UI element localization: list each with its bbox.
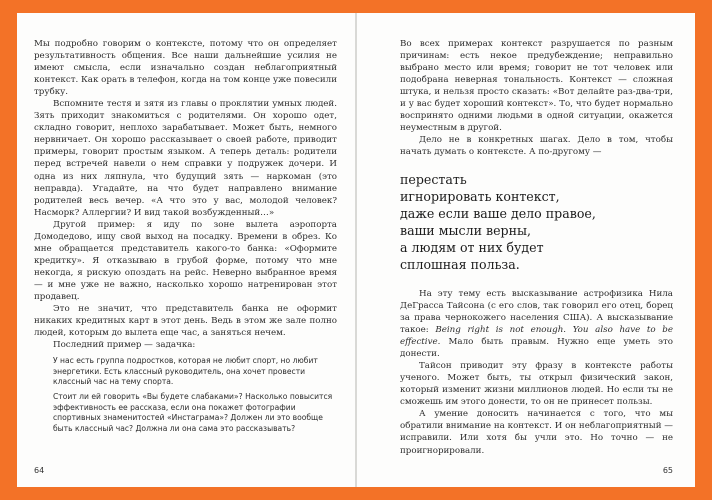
quote-line: игнорировать контекст, bbox=[400, 189, 560, 205]
paragraph: Последний пример — задачка: bbox=[53, 340, 196, 351]
left-page-text bbox=[34, 38, 337, 434]
quote-line: сплошная польза. bbox=[400, 257, 520, 272]
paragraph: Это не значит, что представитель банка не оформит никаких кредитных карт в этот день. Ведь в этом же зале полно людей, которым до вылета еще час, а заняться нечем. bbox=[34, 304, 337, 339]
paragraph: Мы подробно говорим о контексте, потому что он определяет результативность общения. Все наши дальнейшие усилия не имеют смысла, если изначально создан неблагоприятный контекст. Как орать в телефон, когда на том конце уже повесили трубку. bbox=[34, 39, 337, 98]
paragraph-text: На эту тему есть высказывание астрофизика Нила ДеГрасса Тайсона (с его слов, так говорил его отец, борец за права чернокожего населения США). А высказывание такое: bbox=[400, 288, 673, 336]
task-paragraph: Стоит ли ей говорить «Вы будете слабаками»? Насколько повысится эффективность ее рассказа, если она покажет фотографии спортивных знаменитостей «Инстаграма»? Должен ли это вообще быть классный час? Должна ли она сама это рассказывать? bbox=[53, 392, 333, 433]
paragraph: Во всех примерах контекст разрушается по разным причинам: есть некое предубеждение; неправильно выбрано место или время; говорит не тот человек или подобрана неверная тональность. Контекст — сложная штука, и нельзя просто сказать: «Вот делайте раз-два-три, и у вас будет хороший контекст». То, что будет нормально воспринято одними людьми в одной ситуации, окажется неуместным в другой. bbox=[400, 39, 673, 134]
right-page-text bbox=[400, 38, 673, 457]
right-page bbox=[357, 13, 695, 487]
paragraph-text: Мало быть правым. Нужно еще уметь это донести. bbox=[400, 337, 673, 360]
page-number: 64 bbox=[34, 466, 45, 475]
paragraph: Тайсон приводит эту фразу в контексте работы ученого. Может быть, ты открыл физический закон, который изменит жизни миллионов людей. Но если ты не сможешь им этого донести, то он не принесет пользы. bbox=[400, 361, 673, 408]
paragraph: Дело не в конкретных шагах. Дело в том, чтобы начать думать о контексте. А по-другому — bbox=[400, 135, 673, 158]
quote-line: ваши мысли верны, bbox=[400, 223, 531, 239]
page-number: 65 bbox=[662, 466, 673, 475]
pull-quote bbox=[400, 172, 673, 273]
paragraph: Другой пример: я иду по зоне вылета аэропорта Домодедово, ищу свой выход на посадку. Времени в обрез. Ко мне обращается представитель какого-то банка: «Оформите кредитку». Я отказываю в грубой форме, потому что мне некогда, я рискую опоздать на рейс. Неверно выбранное время — и мне уже не важно, насколько хорошо натренирован этот продавец. bbox=[34, 219, 337, 302]
left-page bbox=[17, 13, 355, 487]
quote-line: перестать bbox=[400, 172, 467, 188]
paragraph bbox=[400, 288, 673, 360]
quote-line: даже если ваше дело правое, bbox=[400, 206, 596, 222]
paragraph: А умение доносить начинается с того, что мы обратили внимание на контекст. И он неблагоприятный — исправили. Или хотя бы учли это. Но точно — не проигнорировали. bbox=[400, 409, 673, 456]
quote-line: а людям от них будет bbox=[400, 240, 544, 256]
english-quote: Being right is not enough. You also have to be effective. bbox=[400, 325, 674, 348]
task-paragraph: У нас есть группа подростков, которая не любит спорт, но любит энергетики. Есть классный руководитель, она хочет провести классный час на тему спорта. bbox=[53, 356, 318, 387]
paragraph: Вспомните тестя и зятя из главы о проклятии умных людей. Зять приходит знакомиться с родителями. Он хорошо одет, складно говорит, неплохо зарабатывает. Может быть, немного нервничает. Он хорошо рассказывает о своей работе, приводит примеры, говорит простым языком. А теперь деталь: родители перед встречей навели о нем справки у подружек дочери. И одна из них ляпнула, что будущий зять — наркоман (это неправда). Угадайте, на что будет направлено внимание родителей весь вечер. «А что это у вас, молодой человек? Насморк? Аллергии? И вид такой возбужденный…» bbox=[34, 99, 337, 218]
